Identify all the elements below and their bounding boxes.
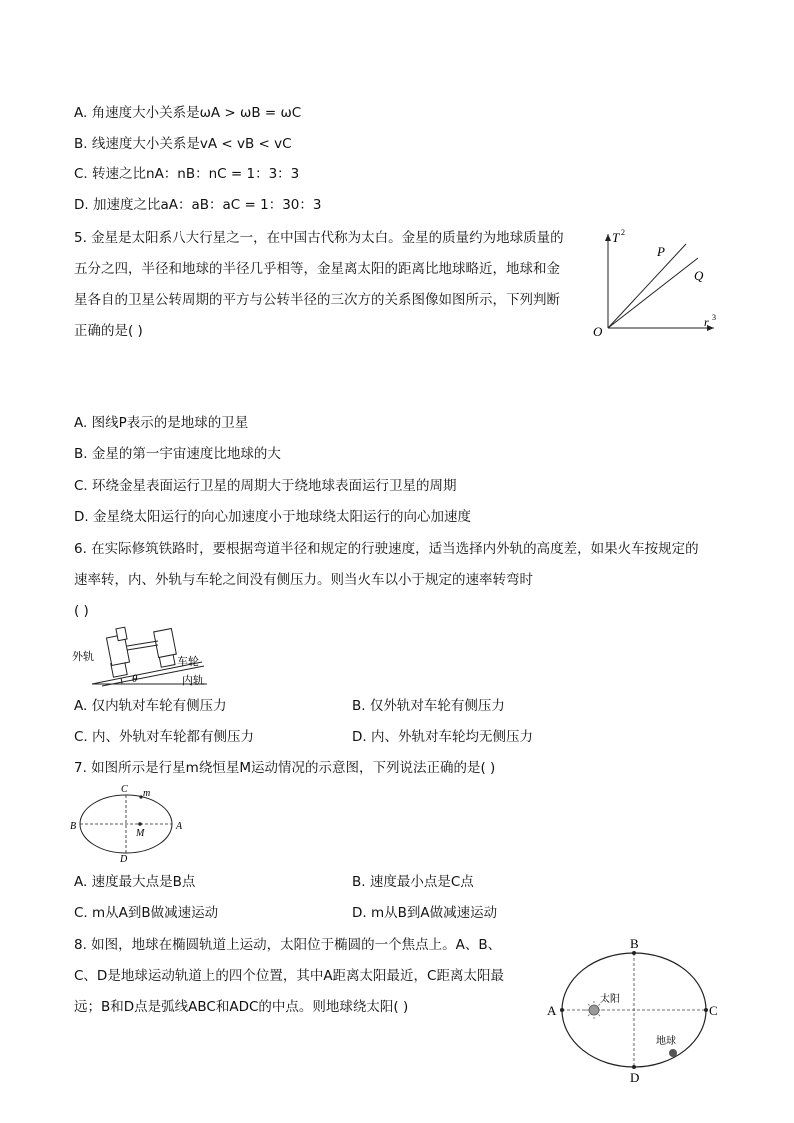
q6-stem-line-2: 速率转，内、外轨与车轮之间没有侧压力。则当火车以小于规定的速率转弯时 bbox=[74, 572, 533, 588]
q6-option-a: A. 仅内轨对车轮有侧压力 bbox=[74, 698, 227, 714]
earth-icon bbox=[669, 1049, 677, 1057]
q5-stem-line-4: 正确的是( ) bbox=[74, 323, 143, 339]
q7-option-b: B. 速度最小点是C点 bbox=[352, 874, 474, 890]
q8-point-b-label: B bbox=[630, 936, 639, 951]
q4-option-a: A. 角速度大小关系是ωA > ωB = ωC bbox=[74, 105, 302, 121]
q7-orbit-figure bbox=[68, 784, 186, 864]
q5-x-axis-label: r bbox=[704, 315, 709, 329]
q8-orbit-figure bbox=[542, 934, 728, 1084]
q5-y-axis-exponent: 2 bbox=[621, 228, 625, 237]
q5-line-q-label: Q bbox=[694, 268, 704, 283]
q6-stem-line-3: ( ) bbox=[74, 603, 89, 619]
q8-sun-label: 太阳 bbox=[600, 994, 620, 1005]
q7-star-label: M bbox=[136, 828, 145, 839]
q5-x-axis-exponent: 3 bbox=[712, 313, 716, 322]
q6-option-b: B. 仅外轨对车轮有侧压力 bbox=[352, 698, 505, 714]
q7-point-b-label: B bbox=[70, 821, 77, 832]
q6-outer-rail-label: 外轨 bbox=[72, 651, 94, 663]
q4-option-d: D. 加速度之比aA：aB：aC = 1：30：3 bbox=[74, 197, 322, 213]
q8-point-d-label: D bbox=[630, 1070, 640, 1084]
q8-earth-label: 地球 bbox=[656, 1036, 676, 1047]
q8-point-c-label: C bbox=[709, 1003, 718, 1018]
q7-point-a-label: A bbox=[176, 821, 183, 832]
q8-stem-line-1: 8. 如图，地球在椭圆轨道上运动，太阳位于椭圆的一个焦点上。A、B、 bbox=[74, 937, 502, 953]
q5-stem-line-3: 星各自的卫星公转周期的平方与公转半径的三次方的关系图像如图所示，下列判断 bbox=[74, 292, 560, 308]
q6-rail-figure bbox=[72, 624, 212, 690]
q8-stem-line-3: 远；B和D点是弧线ABC和ADC的中点。则地球绕太阳( ) bbox=[74, 999, 409, 1015]
q5-option-c: C. 环绕金星表面运行卫星的周期大于绕地球表面运行卫星的周期 bbox=[74, 478, 457, 494]
q5-option-d: D. 金星绕太阳运行的向心加速度小于地球绕太阳运行的向心加速度 bbox=[74, 509, 471, 525]
q8-stem-line-2: C、D是地球运动轨道上的四个位置，其中A距离太阳最近，C距离太阳最 bbox=[74, 968, 504, 984]
q5-option-a: A. 图线P表示的是地球的卫星 bbox=[74, 415, 249, 431]
q7-planet-label: m bbox=[143, 788, 151, 799]
q6-inner-rail-label: 内轨 bbox=[182, 675, 204, 687]
q5-origin-label: O bbox=[593, 324, 603, 339]
q7-point-c-label: C bbox=[121, 784, 128, 795]
q6-stem-line-1: 6. 在实际修筑铁路时，要根据弯道半径和规定的行驶速度，适当选择内外轨的高度差，如果火车按规定的 bbox=[74, 541, 699, 557]
q4-option-b: B. 线速度大小关系是vA < vB < vC bbox=[74, 136, 292, 152]
q8-point-a-label: A bbox=[547, 1003, 557, 1018]
q7-option-c: C. m从A到B做减速运动 bbox=[74, 905, 219, 921]
q5-stem-line-2: 五分之四，半径和地球的半径几乎相等，金星离太阳的距离比地球略近，地球和金 bbox=[74, 261, 560, 277]
q6-wheel-label: 车轮 bbox=[177, 656, 199, 668]
q5-graph-figure bbox=[586, 224, 722, 344]
q7-stem: 7. 如图所示是行星m绕恒星M运动情况的示意图，下列说法正确的是( ) bbox=[74, 760, 496, 776]
q5-line-p-label: P bbox=[657, 244, 665, 259]
q5-option-b: B. 金星的第一宇宙速度比地球的大 bbox=[74, 446, 281, 462]
q5-y-axis-label: T bbox=[612, 230, 620, 245]
q7-option-d: D. m从B到A做减速运动 bbox=[352, 905, 498, 921]
q7-option-a: A. 速度最大点是B点 bbox=[74, 874, 196, 890]
q6-option-d: D. 内、外轨对车轮均无侧压力 bbox=[352, 729, 533, 745]
q7-point-d-label: D bbox=[120, 854, 128, 864]
q6-angle-label: θ bbox=[132, 673, 138, 685]
q6-option-c: C. 内、外轨对车轮都有侧压力 bbox=[74, 729, 255, 745]
q4-option-c: C. 转速之比nA：nB：nC = 1：3：3 bbox=[74, 166, 300, 182]
q5-stem-line-1: 5. 金星是太阳系八大行星之一，在中国古代称为太白。金星的质量约为地球质量的 bbox=[74, 230, 564, 246]
